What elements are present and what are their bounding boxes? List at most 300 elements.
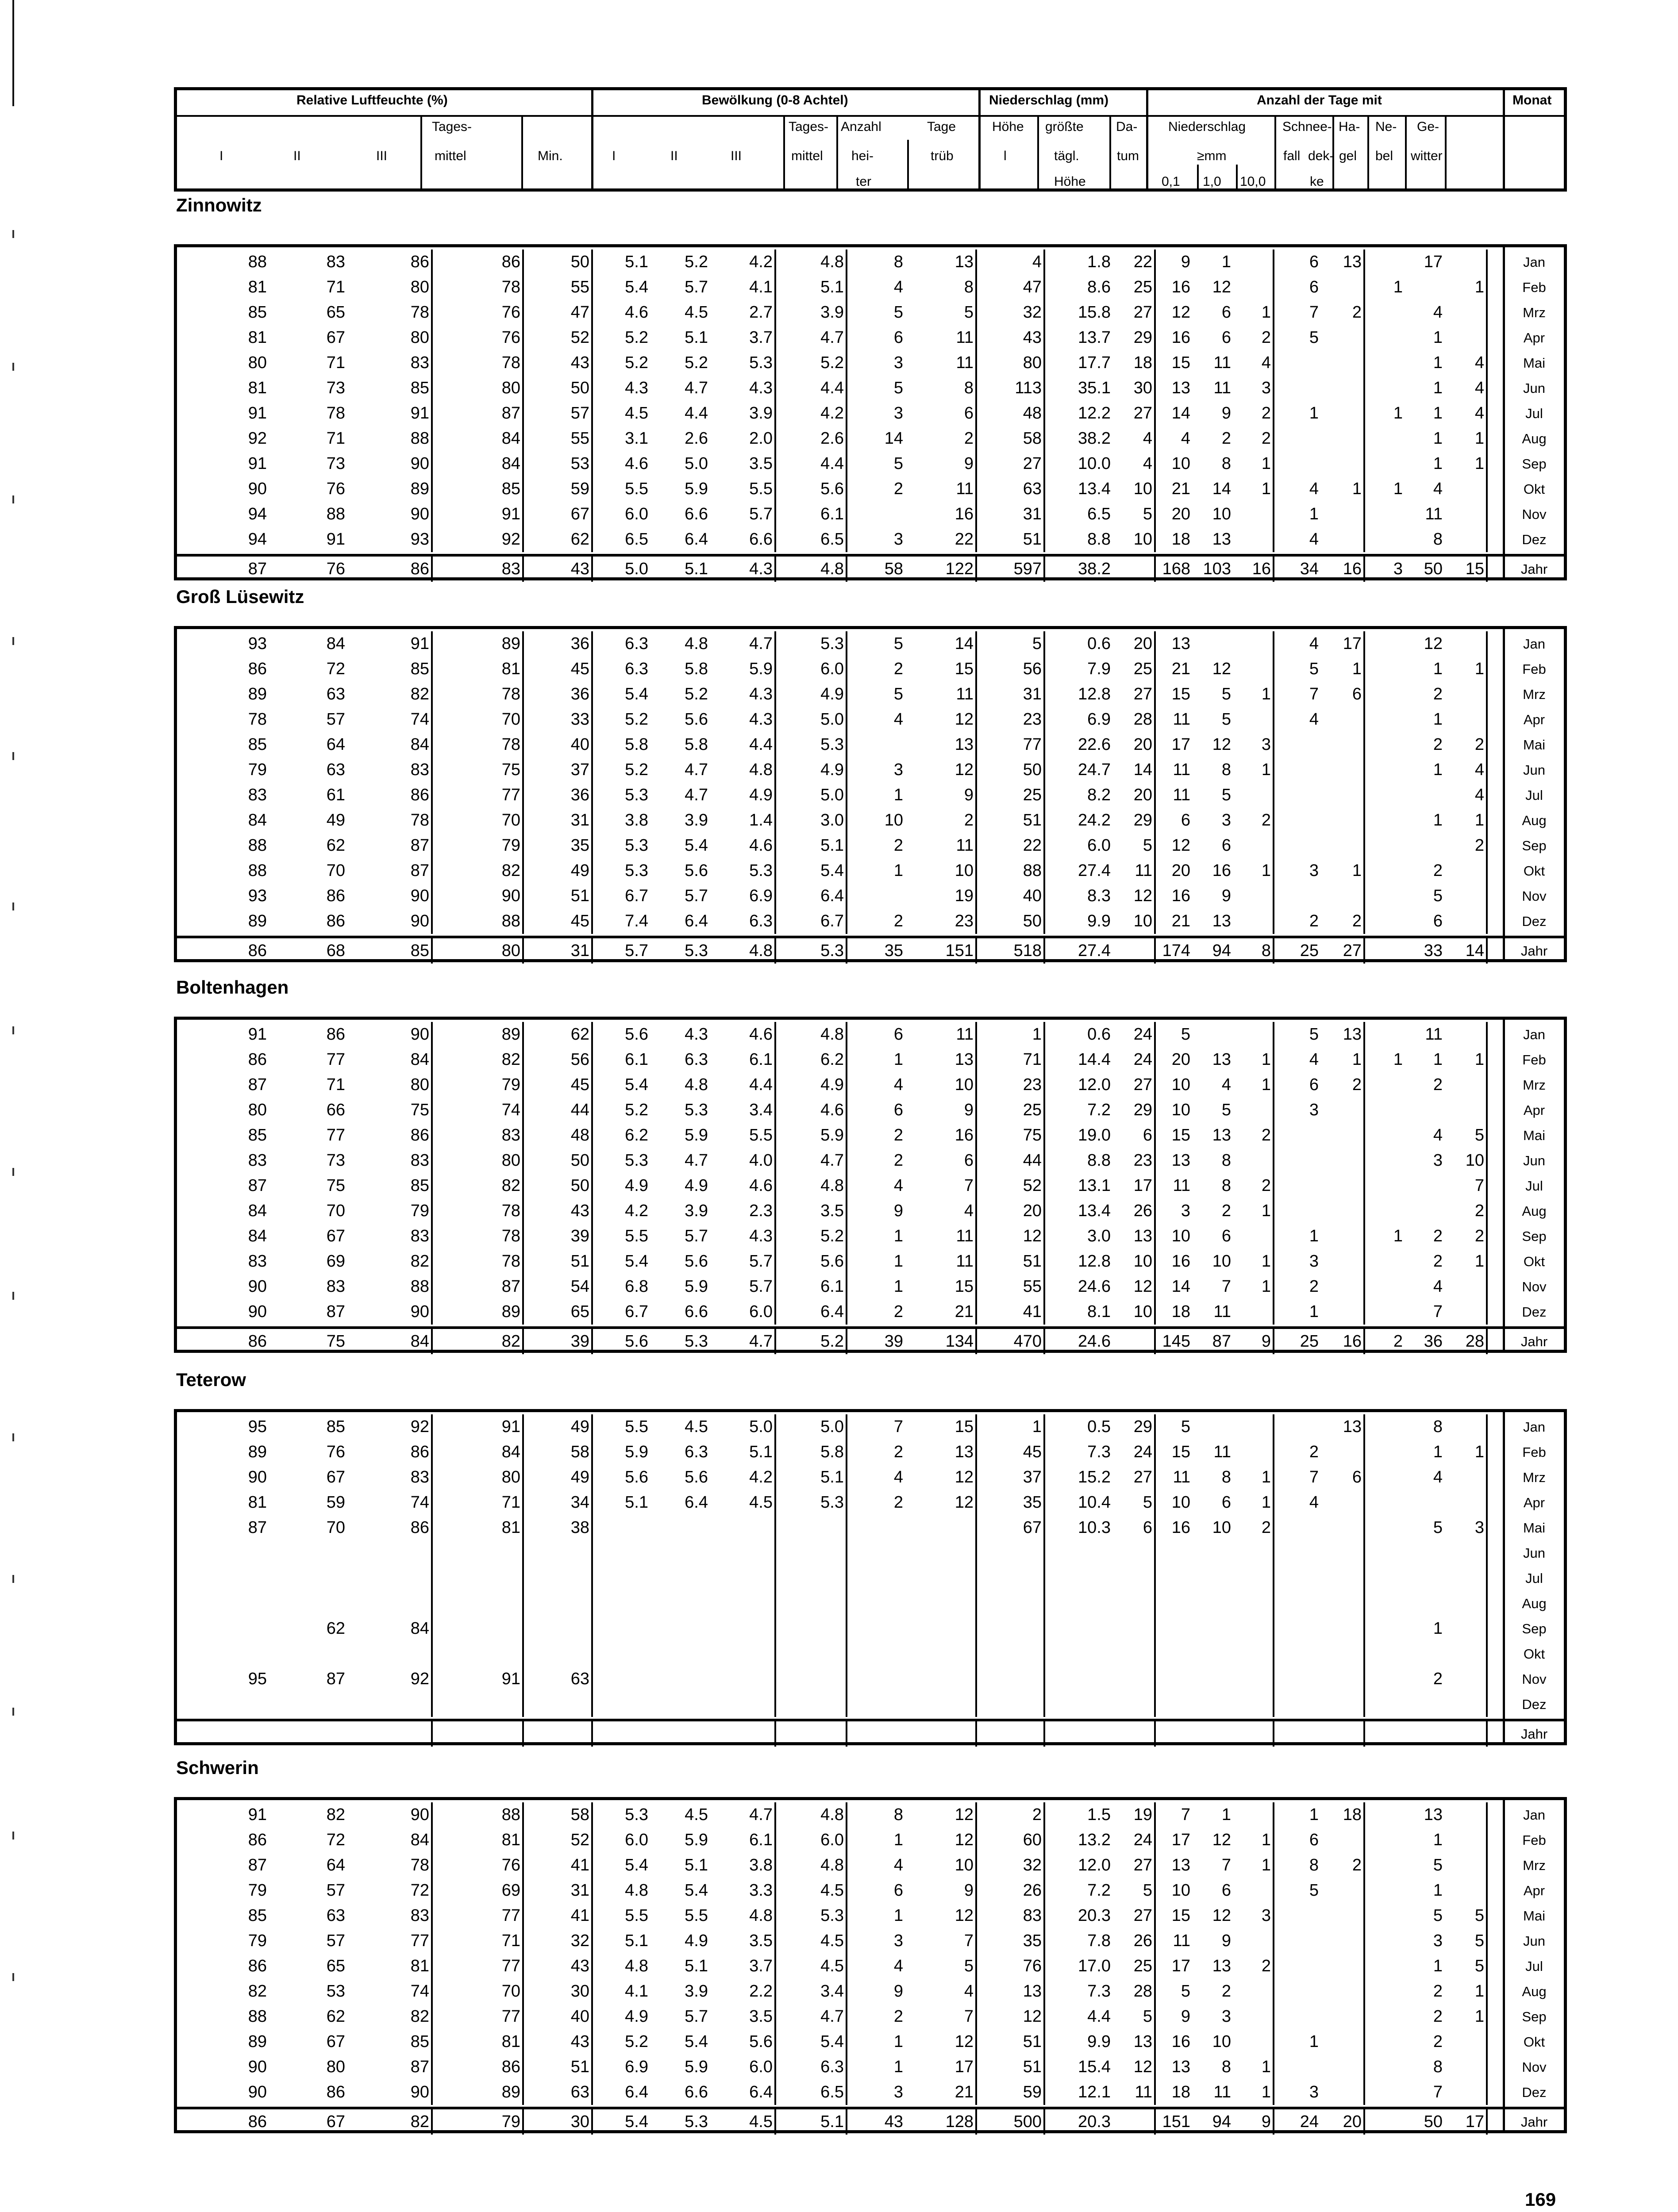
table-cell: 84 <box>248 1227 267 1245</box>
table-cell <box>1376 1853 1403 1878</box>
table-cell: 4.1 <box>625 1982 648 2001</box>
table-cell <box>1448 2080 1488 2105</box>
table-cell: 5.9 <box>685 2058 708 2076</box>
table-cell: 15 <box>1448 557 1488 582</box>
table-cell: 49 <box>326 811 345 830</box>
table-cell <box>600 1515 648 1540</box>
table-row <box>177 250 1564 275</box>
table-cell: 88 <box>326 505 345 523</box>
table-cell <box>799 1616 847 1641</box>
table-cell: 4.5 <box>685 303 708 322</box>
table-cell: 49 <box>540 1465 593 1490</box>
table-cell: 85 <box>380 938 433 964</box>
table-cell: 6 <box>1116 1123 1156 1148</box>
table-cell: 1 <box>1433 328 1443 347</box>
table-cell: 3 <box>1243 1903 1274 1928</box>
table-cell: 5 <box>1221 1101 1231 1119</box>
table-cell: 1 <box>1309 404 1319 422</box>
table-cell: 5.4 <box>799 2029 847 2055</box>
table-cell: 10 <box>924 1853 977 1878</box>
table-cell <box>1334 1954 1365 1979</box>
table-cell <box>1376 707 1403 732</box>
month-label: Apr <box>1523 712 1545 727</box>
table-row <box>177 1465 1564 1490</box>
table-cell: 8 <box>1433 2058 1443 2076</box>
table-cell: 88 <box>248 861 267 880</box>
table-cell: 24.6 <box>1078 1332 1111 1351</box>
header-cloud-II: II <box>670 149 678 163</box>
table-cell: 4.7 <box>727 631 776 657</box>
table-cell: 4.5 <box>727 2109 776 2135</box>
table-cell <box>1334 350 1365 376</box>
table-cell: 78 <box>471 1198 524 1224</box>
table-cell: 13.7 <box>1078 328 1111 347</box>
table-cell: 13 <box>1212 912 1231 930</box>
table-cell: 3.5 <box>727 2004 776 2029</box>
table-cell: 12 <box>924 2029 977 2055</box>
table-cell: 5.6 <box>685 1468 708 1486</box>
table-cell: 4 <box>1221 1075 1231 1094</box>
table-cell: 79 <box>248 1881 267 1900</box>
table-cell: 85 <box>248 303 267 322</box>
month-label: Feb <box>1522 280 1546 295</box>
table-cell: 1 <box>1448 451 1488 476</box>
table-cell: 5 <box>1433 1856 1443 1874</box>
table-cell: 67 <box>326 328 345 347</box>
table-cell <box>1155 1616 1190 1641</box>
table-cell: 5.0 <box>685 454 708 473</box>
table-cell: 57 <box>326 1932 345 1950</box>
table-cell: 597 <box>983 557 1045 582</box>
table-cell: 5.2 <box>799 350 847 376</box>
table-cell <box>1448 858 1488 883</box>
table-cell: 5.2 <box>625 2032 648 2051</box>
table-cell: 13 <box>1171 379 1190 397</box>
table-cell <box>1049 1591 1111 1616</box>
table-cell <box>1049 1616 1111 1641</box>
table-cell: 4.8 <box>727 1903 776 1928</box>
table-cell: 79 <box>471 2109 524 2135</box>
table-cell <box>1448 2055 1488 2080</box>
table-cell <box>1448 1098 1488 1123</box>
month-label: Apr <box>1523 1102 1545 1118</box>
table-cell: 5.6 <box>799 1249 847 1274</box>
table-row <box>177 783 1564 808</box>
table-cell: 1 <box>1448 657 1488 682</box>
annual-total-row <box>177 936 1564 964</box>
table-cell: 5.3 <box>727 858 776 883</box>
table-cell: 4.9 <box>799 757 847 783</box>
header-tages: Tages- <box>432 119 472 134</box>
header-ha: Ha- <box>1339 119 1360 134</box>
table-cell <box>1334 1440 1365 1465</box>
table-cell: 91 <box>471 1667 524 1692</box>
table-cell: 6.2 <box>625 1126 648 1144</box>
table-cell: 2 <box>1243 808 1274 833</box>
table-cell: 86 <box>248 1831 267 1849</box>
table-cell: 59 <box>326 1493 345 1512</box>
table-cell <box>1283 1692 1319 1717</box>
table-cell: 31 <box>983 682 1045 707</box>
table-cell: 11 <box>924 1224 977 1249</box>
table-cell: 1 <box>1309 1302 1319 1321</box>
table-cell: 94 <box>1212 2112 1231 2131</box>
table-cell <box>1376 426 1403 451</box>
table-cell: 4.5 <box>799 1878 847 1903</box>
table-cell: 84 <box>248 1202 267 1220</box>
table-cell: 5.2 <box>685 253 708 271</box>
table-cell: 35 <box>540 833 593 858</box>
table-cell: 4.4 <box>1087 2007 1111 2026</box>
table-cell: 67 <box>983 1515 1045 1540</box>
table-cell: 1 <box>1433 1050 1443 1069</box>
table-cell: 16 <box>1171 2032 1190 2051</box>
table-cell: 7.2 <box>1087 1881 1111 1900</box>
table-cell <box>1243 250 1274 275</box>
table-cell: 5.2 <box>685 685 708 703</box>
table-cell: 25 <box>1300 941 1319 960</box>
table-cell: 50 <box>540 376 593 401</box>
table-cell <box>1243 707 1274 732</box>
table-cell: 11 <box>1425 505 1443 523</box>
table-cell: 78 <box>471 350 524 376</box>
table-row <box>177 350 1564 376</box>
table-cell: 11 <box>1173 1176 1190 1195</box>
table-cell: 16 <box>1334 557 1365 582</box>
table-cell <box>1448 476 1488 502</box>
table-cell: 12 <box>1212 660 1231 678</box>
table-cell: 86 <box>471 2055 524 2080</box>
annual-total-row <box>177 2107 1564 2135</box>
header-nieder: Niederschlag <box>1168 119 1246 134</box>
table-cell <box>1376 502 1403 527</box>
table-cell: 2 <box>1448 833 1488 858</box>
table-cell: 2.2 <box>727 1979 776 2004</box>
table-cell <box>799 1591 847 1616</box>
table-cell: 62 <box>540 527 593 552</box>
table-cell: 3.0 <box>799 808 847 833</box>
table-cell: 10 <box>1171 1227 1190 1245</box>
table-cell <box>1283 1173 1319 1198</box>
table-row <box>177 858 1564 883</box>
table-row <box>177 527 1564 552</box>
table-cell <box>1376 1721 1403 1747</box>
table-cell: 4.5 <box>727 1490 776 1515</box>
table-cell <box>1334 1928 1365 1954</box>
table-cell: 2 <box>1433 861 1443 880</box>
table-cell: 3.8 <box>625 811 648 830</box>
table-cell <box>600 1721 648 1747</box>
table-cell: 15 <box>1171 685 1190 703</box>
table-row <box>177 1414 1564 1440</box>
table-cell: 4.4 <box>727 1072 776 1098</box>
table-cell <box>1376 1123 1403 1148</box>
table-cell <box>1155 1566 1190 1591</box>
table-cell: 1 <box>1433 660 1443 678</box>
table-cell <box>854 1641 903 1667</box>
table-cell: 1 <box>1433 710 1443 729</box>
scan-mark <box>12 1708 14 1716</box>
table-cell: 90 <box>380 909 433 934</box>
table-cell: 500 <box>983 2109 1045 2135</box>
table-cell: 24 <box>1300 2112 1319 2131</box>
table-row <box>177 2029 1564 2055</box>
table-cell <box>600 1641 648 1667</box>
table-cell <box>659 1616 708 1641</box>
table-cell: 90 <box>248 1468 267 1486</box>
table-cell: 67 <box>326 1468 345 1486</box>
table-cell: 12.8 <box>1078 685 1111 703</box>
table-cell: 89 <box>471 1299 524 1325</box>
table-cell: 5 <box>1309 328 1319 347</box>
table-cell: 83 <box>326 1277 345 1296</box>
table-cell: 11 <box>924 350 977 376</box>
header-days: Anzahl der Tage mit <box>1257 93 1382 108</box>
table-cell <box>1376 1173 1403 1198</box>
table-cell: 2 <box>893 480 903 498</box>
table-cell: 6 <box>1221 328 1231 347</box>
header-ne: Ne- <box>1375 119 1397 134</box>
table-cell <box>1334 325 1365 350</box>
table-cell: 78 <box>471 732 524 757</box>
table-cell: 81 <box>248 379 267 397</box>
table-cell: 48 <box>983 401 1045 426</box>
table-cell: 1 <box>1334 1047 1365 1072</box>
table-cell: 5 <box>1116 1878 1156 1903</box>
table-cell: 1 <box>893 1906 903 1925</box>
table-cell <box>292 1641 345 1667</box>
table-cell: 470 <box>983 1329 1045 1354</box>
table-cell: 12 <box>1424 634 1443 653</box>
table-cell: 4.9 <box>625 1176 648 1195</box>
table-cell <box>1334 426 1365 451</box>
table-cell: 5.3 <box>625 1805 648 1824</box>
table-cell: 6 <box>924 401 977 426</box>
table-cell <box>1376 1414 1403 1440</box>
table-cell: 4.8 <box>799 1173 847 1198</box>
table-cell: 65 <box>326 1957 345 1975</box>
table-cell: 87 <box>248 1075 267 1094</box>
table-cell: 1 <box>1243 300 1274 325</box>
table-cell: 7 <box>924 1928 977 1954</box>
month-label: Sep <box>1522 2009 1547 2024</box>
table-cell: 5.0 <box>625 560 648 578</box>
table-cell: 85 <box>248 1126 267 1144</box>
table-cell: 2 <box>924 808 977 833</box>
table-cell: 27 <box>1116 401 1156 426</box>
table-row <box>177 657 1564 682</box>
table-cell: 10.4 <box>1078 1493 1111 1512</box>
table-cell: 11 <box>1173 760 1190 779</box>
table-cell: 20 <box>1116 783 1156 808</box>
table-cell: 5.1 <box>799 2109 847 2135</box>
table-cell: 9 <box>1243 2109 1274 2135</box>
table-cell: 36 <box>540 783 593 808</box>
table-cell <box>1334 1173 1365 1198</box>
table-cell: 1 <box>1334 657 1365 682</box>
table-cell: 89 <box>471 631 524 657</box>
table-cell: 21 <box>924 1299 977 1325</box>
table-cell <box>1376 2080 1403 2105</box>
table-row <box>177 757 1564 783</box>
table-cell <box>1243 1148 1274 1173</box>
header-cloud-I: I <box>612 149 616 163</box>
table-cell: 18 <box>1116 350 1156 376</box>
table-cell: 3.5 <box>727 1928 776 1954</box>
table-cell: 6.3 <box>625 634 648 653</box>
table-cell: 6.5 <box>1087 505 1111 523</box>
table-cell <box>983 1667 1045 1692</box>
table-cell <box>1376 1828 1403 1853</box>
table-row <box>177 401 1564 426</box>
table-cell: 68 <box>326 941 345 960</box>
table-cell: 89 <box>248 912 267 930</box>
table-cell <box>1243 1566 1274 1591</box>
table-cell: 9 <box>924 783 977 808</box>
table-cell: 22 <box>924 527 977 552</box>
table-cell <box>1243 1022 1274 1047</box>
table-cell: 77 <box>471 2004 524 2029</box>
table-cell: 90 <box>248 1277 267 1296</box>
table-cell <box>1334 376 1365 401</box>
table-cell: 24.7 <box>1078 760 1111 779</box>
table-cell: 1 <box>1448 1249 1488 1274</box>
table-row <box>177 1954 1564 1979</box>
table-cell: 78 <box>471 682 524 707</box>
table-cell <box>1448 1878 1488 1903</box>
table-cell <box>924 1566 977 1591</box>
table-cell: 0.6 <box>1087 634 1111 653</box>
table-cell: 41 <box>983 1299 1045 1325</box>
table-cell: 63 <box>326 685 345 703</box>
month-label: Mai <box>1523 1128 1545 1143</box>
table-row <box>177 325 1564 350</box>
table-cell <box>1116 938 1156 964</box>
table-cell: 90 <box>248 2083 267 2101</box>
header-cloud-III: III <box>731 149 742 163</box>
table-cell: 25 <box>1116 275 1156 300</box>
table-cell: 13 <box>1334 1414 1365 1440</box>
table-row <box>177 1667 1564 1692</box>
table-cell: 22.6 <box>1078 735 1111 754</box>
header-trub: trüb <box>931 149 954 163</box>
table-cell: 25 <box>1300 1332 1319 1351</box>
table-cell <box>659 1540 708 1566</box>
table-cell: 12 <box>924 1828 977 1853</box>
table-cell <box>1376 1098 1403 1123</box>
table-cell: 81 <box>248 1493 267 1512</box>
month-label: Jun <box>1523 1153 1545 1168</box>
header-tum: tum <box>1117 149 1139 163</box>
table-cell <box>1049 1641 1111 1667</box>
table-cell: 75 <box>983 1123 1045 1148</box>
table-cell: 79 <box>380 1198 433 1224</box>
table-cell: 90 <box>248 2058 267 2076</box>
table-cell: 16 <box>1171 1252 1190 1271</box>
header-tage: Tage <box>927 119 956 134</box>
table-cell: 5.2 <box>625 760 648 779</box>
table-row <box>177 1903 1564 1928</box>
table-cell: 4 <box>1448 376 1488 401</box>
table-cell: 5.3 <box>799 1490 847 1515</box>
table-cell <box>1116 1667 1156 1692</box>
table-cell: 5.2 <box>685 353 708 372</box>
table-cell: 5 <box>924 300 977 325</box>
table-cell: 91 <box>248 404 267 422</box>
table-cell: 9 <box>924 1098 977 1123</box>
table-cell <box>1376 1440 1403 1465</box>
table-cell: 6.0 <box>625 505 648 523</box>
table-cell: 3 <box>1181 1202 1190 1220</box>
table-cell: 34 <box>1300 560 1319 578</box>
table-cell: 66 <box>326 1101 345 1119</box>
header-bel: bel <box>1375 149 1393 163</box>
table-cell: 11 <box>1213 2083 1231 2101</box>
table-cell: 83 <box>248 786 267 804</box>
table-cell: 36 <box>540 631 593 657</box>
table-cell: 80 <box>471 1465 524 1490</box>
table-cell: 10 <box>884 811 903 830</box>
table-row <box>177 2055 1564 2080</box>
table-cell: 6.9 <box>727 883 776 909</box>
table-cell: 7 <box>1448 1173 1488 1198</box>
table-cell <box>924 1667 977 1692</box>
table-cell <box>1283 732 1319 757</box>
table-cell: 71 <box>326 353 345 372</box>
table-cell <box>1448 1566 1488 1591</box>
table-cell: 6.3 <box>625 660 648 678</box>
table-cell: 90 <box>380 1299 433 1325</box>
table-cell: 91 <box>248 1805 267 1824</box>
table-cell: 80 <box>471 376 524 401</box>
table-cell: 50 <box>540 250 593 275</box>
table-cell: 86 <box>380 1123 433 1148</box>
table-cell: 5.4 <box>625 685 648 703</box>
table-cell: 83 <box>471 1123 524 1148</box>
table-cell: 13 <box>1212 1050 1231 1069</box>
table-cell: 1 <box>1448 808 1488 833</box>
table-cell: 2 <box>1433 735 1443 754</box>
scan-mark <box>12 1575 14 1583</box>
table-cell: 2 <box>1309 912 1319 930</box>
table-cell: 15 <box>1171 1126 1190 1144</box>
table-cell: 85 <box>380 376 433 401</box>
table-cell <box>1376 657 1403 682</box>
table-cell: 5.9 <box>625 1443 648 1461</box>
table-cell: 88 <box>983 858 1045 883</box>
header-col-I: I <box>219 149 223 163</box>
table-cell: 21 <box>1171 912 1190 930</box>
table-cell: 10 <box>1116 476 1156 502</box>
table-cell <box>924 1721 977 1747</box>
table-cell: 88 <box>380 1274 433 1299</box>
table-cell: 6 <box>893 1881 903 1900</box>
table-cell: 5 <box>1181 1417 1190 1436</box>
table-cell: 5.4 <box>625 1856 648 1874</box>
table-cell: 1 <box>1393 1050 1403 1069</box>
table-cell: 2 <box>983 1802 1045 1828</box>
table-cell: 87 <box>380 833 433 858</box>
table-cell: 9 <box>1221 404 1231 422</box>
table-cell: 91 <box>248 454 267 473</box>
table-cell: 11 <box>924 682 977 707</box>
table-cell <box>1376 1802 1403 1828</box>
table-cell <box>799 1692 847 1717</box>
table-cell: 73 <box>326 1151 345 1170</box>
table-cell <box>600 1540 648 1566</box>
table-cell: 1 <box>983 1022 1045 1047</box>
table-cell <box>1283 1616 1319 1641</box>
